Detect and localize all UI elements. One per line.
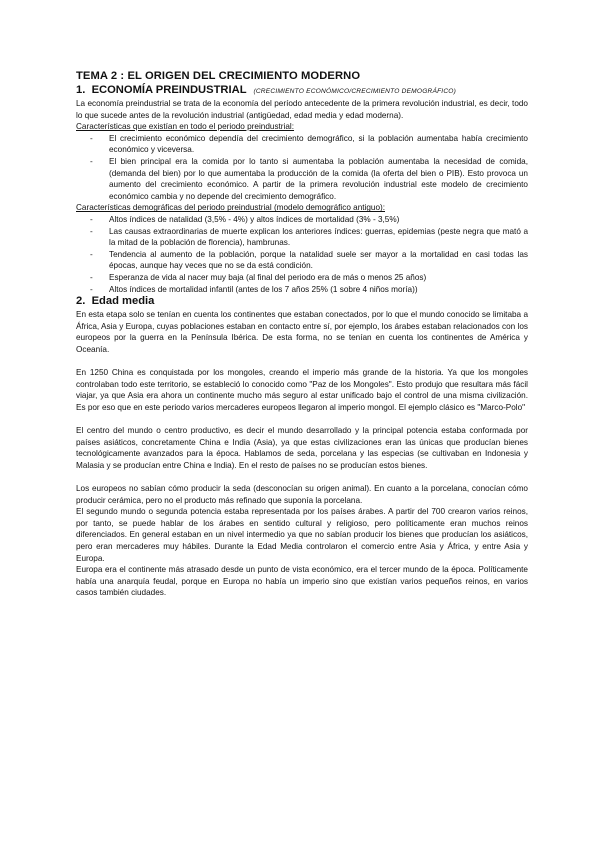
list-item: - Tendencia al aumento de la población, porque la natalidad suele ser mayor a la mortalidad en casi todas las épocas, aunque hay veces que no se da está condición. bbox=[90, 249, 528, 272]
paragraph: Los europeos no sabían cómo producir la seda (desconocían su origen animal). En cuanto a la porcelana, conocían cómo producir cerámica, pero no el producto más refinado que suponía la porcelana. bbox=[76, 484, 528, 505]
section-1-subtitle: (CRECIMIENTO ECONÓMICO/CRECIMIENTO DEMOGRÁFICO) bbox=[253, 88, 457, 95]
paragraph: El segundo mundo o segunda potencia estaba representada por los países árabes. A partir del 700 crearon varios reinos, por tanto, se puede hablar de los árabes en sentido cultural y religioso, pero políticamente eran muchos reinos diferenciados. En general estaban en un nivel intermedio ya que no sabían producir los bienes que producían los asiáticos, pero eran mercaderes muy hábiles. Durante la Edad Media controlaron el comercio entre Asia y África, y entre Asia y Europa. bbox=[76, 507, 528, 563]
list-item: - Altos índices de mortalidad infantil (antes de los 7 años 25% (1 sobre 4 niños moría)) bbox=[90, 284, 528, 296]
list-item: - El crecimiento económico dependía del crecimiento demográfico, si la población aumentaba había crecimiento económico y viceversa. bbox=[90, 133, 528, 156]
section-1-number: 1 bbox=[76, 84, 83, 96]
page-title: TEMA 2 : EL ORIGEN DEL CRECIMIENTO MODERNO bbox=[76, 70, 361, 82]
section-1-title: ECONOMÍA PREINDUSTRIAL bbox=[91, 84, 247, 96]
section-1-heading: 1. ECONOMÍA PREINDUSTRIAL (CRECIMIENTO ECONÓMICO/CRECIMIENTO DEMOGRÁFICO) bbox=[76, 84, 457, 96]
paragraph: En esta etapa solo se tenían en cuenta los continentes que estaban conectados, por lo que el mundo conocido se limitaba a África, Asia y Europa, cuyas poblaciones estaban en contacto entre sí, por ejemplo, los árabes estaban relacionados con los europeos por la guerra en la Península Ibérica. De esta forma, no se tenían en cuenta los continentes de América y Oceanía. bbox=[76, 310, 528, 354]
list-item: - El bien principal era la comida por lo tanto si aumentaba la población aumentaba la necesidad de comida, (demanda del bien) por lo que aumentaba la producción de la comida (la oferta del bien o PIB). Esto provoca un aumento del crecimiento económico. A partir de la primera revolución industrial este modelo de crecimiento económico cambia y no depende del crecimiento demográfico. bbox=[90, 156, 528, 202]
section-2-title: Edad media bbox=[91, 295, 155, 308]
list-1-title: Características que existían en todo el periodo preindustrial: bbox=[76, 122, 295, 132]
list-item: - Esperanza de vida al nacer muy baja (al final del periodo era de más o menos 25 años) bbox=[90, 272, 528, 284]
list-2-title: Características demográficas del periodo preindustrial (modelo demográfico antiguo): bbox=[76, 203, 386, 213]
list-item: - Altos índices de natalidad (3,5% - 4%) y altos índices de mortalidad (3% - 3,5%) bbox=[90, 214, 528, 226]
paragraph: El centro del mundo o centro productivo, es decir el mundo desarrollado y la principal potencia estaba conformada por países asiáticos, concretamente China e India (Asia), ya que estas civilizaciones eran las únicas que producían bienes tecnológicamente avanzados para la época. Hablamos de seda, porcelana y las especias (se cultivaban en Indonesia y Malasia y se producían entre China e India). En el resto de países no se producían estos bienes. bbox=[76, 426, 528, 470]
list-2 bbox=[76, 214, 528, 295]
paragraph: Europa era el continente más atrasado desde un punto de vista económico, era el tercer mundo de la época. Políticamente había una anarquía feudal, porque en Europa no había un imperio sino que existían varios pequeños reinos, en varios casos también ciudades. bbox=[76, 565, 528, 598]
list-item: - Las causas extraordinarias de muerte explican los anteriores índices: guerras, epidemias (peste negra que mató a la mitad de la población de florencia), hambrunas. bbox=[90, 226, 528, 249]
section-1-intro: La economía preindustrial se trata de la economía del período antecedente de la primera revolución industrial, es decir, todo lo que sucede antes de la revolución industrial (antigüedad, edad media y edad moderna). bbox=[76, 99, 528, 120]
section-2-number: 2 bbox=[76, 295, 83, 308]
paragraph: En 1250 China es conquistada por los mongoles, creando el imperio más grande de la historia. Ya que los mongoles controlaban todo este territorio, se estableció lo conocido como "Paz de los Mongoles". Esto produjo que resultara más fácil viajar, ya que Asia era ahora un continente mucho más seguro al estar unificado bajo el control de una misma civilización. Es por eso que en este periodo varios mercaderes europeos llegaron al imperio mongol. El ejemplo clásico es "Marco-Polo" bbox=[76, 368, 528, 412]
document-page bbox=[76, 70, 528, 599]
list-1 bbox=[76, 133, 528, 203]
section-2-heading: 2. Edad media bbox=[76, 295, 155, 308]
